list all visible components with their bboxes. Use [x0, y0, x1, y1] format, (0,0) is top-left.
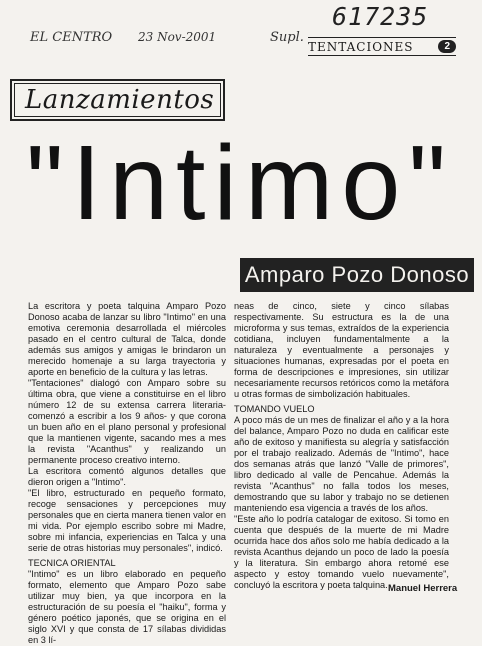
- paragraph: "El libro, estructurado en pequeño formato, recoge sensaciones y percepciones muy personales que en cierta manera tienen valor en mi vida. Por ejemplo escribo sobre mi Madre, sobre mi infancia, experiencias en Talca y una serie de otras historias muy personales", indicó.: [28, 488, 226, 553]
- page-number-badge: 2: [438, 40, 456, 53]
- article-column-right: [234, 301, 449, 591]
- author-credit: Manuel Herrera: [388, 583, 458, 594]
- paragraph: "Tentaciones" dialogó con Amparo sobre su última obra, que viene a constituirse en el libro número 12 de su extensa carrera literaria- comenzó a escribir a los 9 años- y que corona un buen año en el plano personal y profesional que la mantienen vigente, sacando mes a mes la revista "Acanthus" y realizando un permanente proceso creativo interno.: [28, 378, 226, 465]
- section-name: TENTACIONES: [308, 39, 414, 54]
- article-column-left: [28, 301, 226, 646]
- headline: "Intimo": [26, 124, 454, 242]
- section-header: [308, 37, 456, 56]
- subheading: TOMANDO VUELO: [234, 404, 315, 414]
- paragraph: "Intimo" es un libro elaborado en pequeño formato, elemento que Amparo Pozo sabe utilizar muy bien, ya que incorpora en la estructuración de su poesía el "haiku", forma y género poético japonés, que se origina en el siglo XVI y que consta de 17 sílabas divididas en 3 lí-: [28, 569, 226, 645]
- byline: Amparo Pozo Donoso: [240, 258, 474, 292]
- kicker-label: Lanzamientos: [25, 85, 215, 115]
- paragraph: neas de cinco, siete y cinco sílabas respectivamente. Su estructura es la de una microforma y sus temas, extraídos de la experiencia cotidiana, incluyen fundamentalmente a la naturaleza y eventualmente a personajes y situaciones humanas, expresadas por el poeta en forma de descripciones e impresiones, sin utilizar necesariamente recursos retóricos como la metáfora u otras formas de simbolización habituales.: [234, 301, 449, 399]
- paragraph: La escritora y poeta talquina Amparo Pozo Donoso acaba de lanzar su libro "Intimo" en una emotiva ceremonia desarrollada el miércoles pasado en el centro cultural de Talca, donde además sus amigos y amigas le brindaron un merecido homenaje a su larga trayectoria y aporte en beneficio de la cultura y las letras.: [28, 301, 226, 377]
- paragraph: La escritora comentó algunos detalles que dieron origen a "Intimo".: [28, 466, 226, 487]
- archive-number: 617235: [332, 2, 429, 31]
- paragraph: "Este año lo podría catalogar de exitoso. Si tomo en cuenta que después de la muerte de mi Madre ocurrida hace dos años solo me había dedicado a la revista Acanthus dejando un poco de lado la poesía y la literatura. Sin embargo ahora retomé ese aspecto y estoy tomando vuelo nuevamente", concluyó la escritora y poeta talquina.: [234, 514, 449, 590]
- subheading: TECNICA ORIENTAL: [28, 558, 116, 568]
- date-note: 23 Nov-2001: [138, 30, 217, 44]
- supplement-note: Supl.: [270, 30, 304, 45]
- kicker-box: [10, 79, 225, 121]
- source-note: EL CENTRO: [30, 30, 113, 45]
- paragraph: A poco más de un mes de finalizar el año y a la hora del balance, Amparo Pozo no duda en calificar este año de exitoso y manifiesta su alegría y satisfacción por el trabajo realizado. Además de "Intimo", hace dos semanas atrás que lanzó "Valle de primores", libro dedicado al valle de Pencahue. Además la revista "Acanthus" no falla todos los meses, demostrando que su labor y trabajo no se detienen manteniendo esa vigencia a través de los años.: [234, 415, 449, 513]
